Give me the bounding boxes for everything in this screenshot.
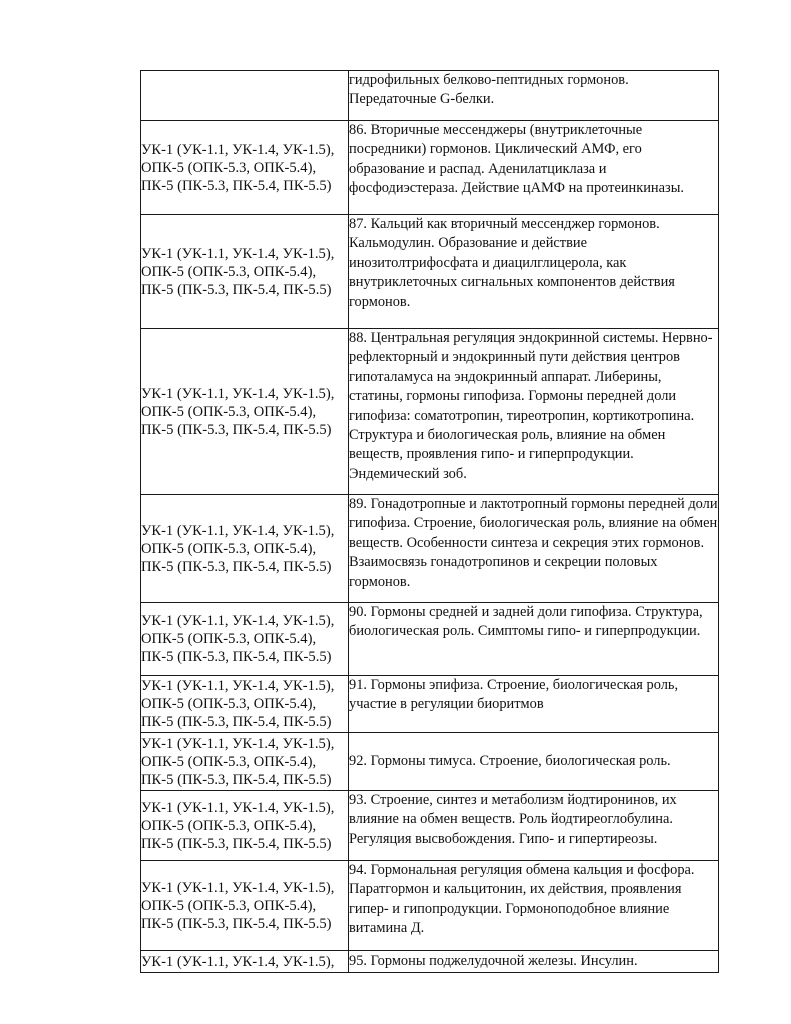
competence-cell	[141, 495, 349, 603]
competence-line: ОПК-5 (ОПК-5.3, ОПК-5.4),	[141, 263, 317, 280]
table-row	[141, 215, 719, 329]
competence-line: УК-1 (УК-1.1, УК-1.4, УК-1.5),	[141, 879, 335, 896]
competence-line: УК-1 (УК-1.1, УК-1.4, УК-1.5),	[141, 678, 335, 694]
competence-cell	[141, 861, 349, 951]
table-row	[141, 951, 719, 973]
competence-cell	[141, 603, 349, 676]
competence-line: УК-1 (УК-1.1, УК-1.4, УК-1.5),	[141, 954, 335, 970]
table-row	[141, 791, 719, 861]
table-row	[141, 329, 719, 495]
competence-line: УК-1 (УК-1.1, УК-1.4, УК-1.5),	[141, 522, 335, 539]
competence-line: ОПК-5 (ОПК-5.3, ОПК-5.4),	[141, 817, 317, 834]
competence-line: УК-1 (УК-1.1, УК-1.4, УК-1.5),	[141, 141, 335, 158]
topic-cell: 88. Центральная регуляция эндокринной системы. Нервно-рефлекторный и эндокринный пути действия центров гипоталамуса на эндокринный аппарат. Либерины, статины, гормоны гипофиза. Гормоны передней доли гипофиза: соматотропин, тиреотропин, кортикотропина. Структура и биологическая роль, влияние на обмен веществ, проявления гипо- и гиперпродукции. Эндемический зоб.	[349, 329, 719, 495]
competence-line: ПК-5 (ПК-5.3, ПК-5.4, ПК-5.5)	[141, 281, 332, 298]
competence-line: ПК-5 (ПК-5.3, ПК-5.4, ПК-5.5)	[141, 177, 332, 194]
competence-line: ОПК-5 (ОПК-5.3, ОПК-5.4),	[141, 753, 317, 770]
competence-cell	[141, 71, 349, 121]
topic-cell: 89. Гонадотропные и лактотропный гормоны передней доли гипофиза. Строение, биологическая роль, влияние на обмен веществ. Особенности синтеза и секреция этих гормонов. Взаимосвязь гонадотропинов и секреции половых гормонов.	[349, 495, 719, 603]
table-row	[141, 121, 719, 215]
topic-cell: 91. Гормоны эпифиза. Строение, биологическая роль, участие в регуляции биоритмов	[349, 676, 719, 733]
competence-line: ОПК-5 (ОПК-5.3, ОПК-5.4),	[141, 631, 317, 647]
topic-cell: гидрофильных белково-пептидных гормонов. Передаточные G-белки.	[349, 71, 719, 121]
competence-cell	[141, 121, 349, 215]
competence-line: ПК-5 (ПК-5.3, ПК-5.4, ПК-5.5)	[141, 421, 332, 438]
table-row	[141, 495, 719, 603]
table-row	[141, 733, 719, 791]
table-row	[141, 861, 719, 951]
competence-cell	[141, 733, 349, 791]
competence-line: УК-1 (УК-1.1, УК-1.4, УК-1.5),	[141, 799, 335, 816]
competence-cell	[141, 951, 349, 973]
table-row	[141, 603, 719, 676]
topic-cell: 94. Гормональная регуляция обмена кальция и фосфора. Паратгормон и кальцитонин, их действия, проявления гипер- и гипопродукции. Гормоноподобное влияние витамина Д.	[349, 861, 719, 951]
competence-line: ОПК-5 (ОПК-5.3, ОПК-5.4),	[141, 159, 317, 176]
competence-line: ПК-5 (ПК-5.3, ПК-5.4, ПК-5.5)	[141, 558, 332, 575]
competence-topic-table	[140, 70, 719, 973]
competence-line: ОПК-5 (ОПК-5.3, ОПК-5.4),	[141, 897, 317, 914]
competence-line: УК-1 (УК-1.1, УК-1.4, УК-1.5),	[141, 613, 335, 629]
competence-line: ОПК-5 (ОПК-5.3, ОПК-5.4),	[141, 403, 317, 420]
topic-cell: 92. Гормоны тимуса. Строение, биологическая роль.	[349, 733, 719, 791]
competence-line: ОПК-5 (ОПК-5.3, ОПК-5.4),	[141, 696, 317, 712]
topic-cell: 93. Строение, синтез и метаболизм йодтиронинов, их влияние на обмен веществ. Роль йодтиреоглобулина. Регуляция высвобождения. Гипо- и гипертиреозы.	[349, 791, 719, 861]
competence-line: УК-1 (УК-1.1, УК-1.4, УК-1.5),	[141, 245, 335, 262]
competence-line: ПК-5 (ПК-5.3, ПК-5.4, ПК-5.5)	[141, 915, 332, 932]
table-row	[141, 71, 719, 121]
topic-cell: 86. Вторичные мессенджеры (внутриклеточные посредники) гормонов. Циклический АМФ, его образование и распад. Аденилатциклаза и фосфодиэстераза. Действие цАМФ на протеинкиназы.	[349, 121, 719, 215]
competence-cell	[141, 329, 349, 495]
table-row	[141, 676, 719, 733]
competence-line: ПК-5 (ПК-5.3, ПК-5.4, ПК-5.5)	[141, 835, 332, 852]
competence-line: ПК-5 (ПК-5.3, ПК-5.4, ПК-5.5)	[141, 771, 332, 788]
topic-cell: 95. Гормоны поджелудочной железы. Инсулин.	[349, 951, 719, 973]
competence-cell	[141, 791, 349, 861]
topic-cell: 90. Гормоны средней и задней доли гипофиза. Структура, биологическая роль. Симптомы гипо- и гиперпродукции.	[349, 603, 719, 676]
competence-line: УК-1 (УК-1.1, УК-1.4, УК-1.5),	[141, 385, 335, 402]
competence-cell	[141, 215, 349, 329]
topic-cell: 87. Кальций как вторичный мессенджер гормонов. Кальмодулин. Образование и действие инозитолтрифосфата и диацилглицерола, как внутриклеточных сигнальных компонентов действия гормонов.	[349, 215, 719, 329]
competence-line: ПК-5 (ПК-5.3, ПК-5.4, ПК-5.5)	[141, 714, 332, 730]
competence-line: УК-1 (УК-1.1, УК-1.4, УК-1.5),	[141, 735, 335, 752]
competence-line: ОПК-5 (ОПК-5.3, ОПК-5.4),	[141, 540, 317, 557]
competence-line: ПК-5 (ПК-5.3, ПК-5.4, ПК-5.5)	[141, 649, 332, 665]
competence-cell	[141, 676, 349, 733]
